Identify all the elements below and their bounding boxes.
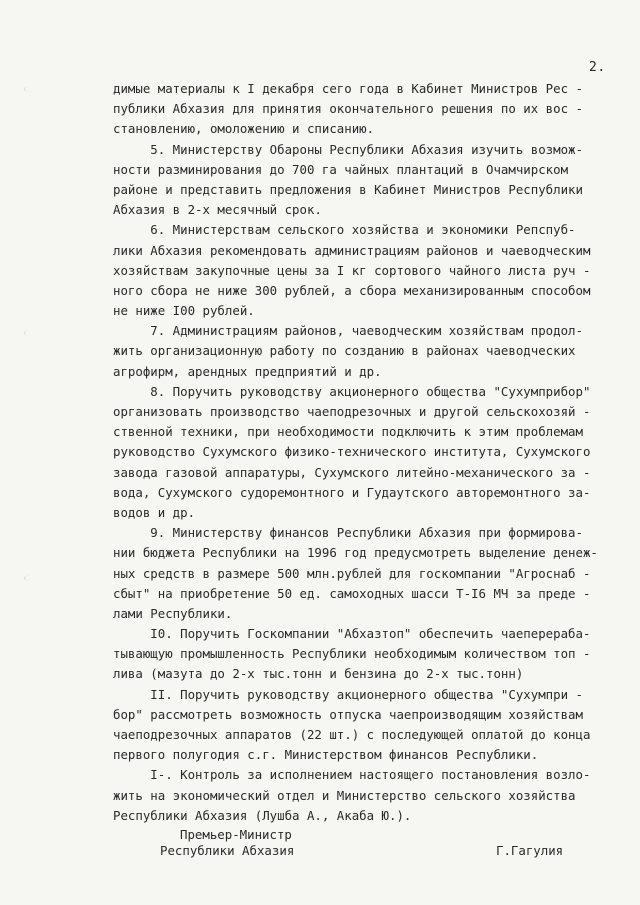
- page-number: 2.: [589, 60, 606, 75]
- text-line: становлению, омоложению и списанию.: [113, 121, 375, 137]
- text-line: первого полугодия с.г. Министерством финансов Республики.: [113, 747, 539, 763]
- signatory-title: [160, 827, 294, 859]
- text-line: I-. Контроль за исполнением настоящего постановления возло-: [113, 767, 591, 783]
- signatory-republic: Республики Абхазия: [160, 843, 295, 858]
- text-line: вода, Сухумского судоремонтного и Гудаутского авторемонтного за-: [113, 484, 591, 500]
- text-line: публики Абхазия для принятия окончательного решения по их вос -: [113, 101, 583, 117]
- text-line: 6. Министерствам сельского хозяйства и экономики Репспуб-: [113, 222, 576, 238]
- text-line: ственной техники, при необходимости подключить к этим проблемам: [113, 424, 583, 440]
- text-line: ности разминирования до 700 га чайных плантаций в Очамчирском: [113, 161, 569, 177]
- text-line: 9. Министерству финансов Республики Абхазия при формирова-: [113, 525, 583, 541]
- signatory-position: Премьер-Министр: [180, 827, 292, 842]
- text-line: лива (мазута до 2-х тыс.тонн и бензина до 2-х тыс.тонн): [113, 666, 524, 682]
- text-line: бор" рассмотреть возможность отпуска чаепроизводящим хозяйствам: [113, 706, 583, 722]
- text-line: завода газовой аппаратуры, Сухумского литейно-механического за -: [113, 464, 591, 480]
- text-line: 5. Министерству Обароны Республики Абхазия изучить возмож-: [113, 141, 583, 157]
- text-line: лами Республики.: [113, 605, 233, 621]
- decree-body: [113, 79, 625, 826]
- text-line: агрофирм, арендных предприятий и др.: [113, 363, 382, 379]
- text-line: лики Абхазия рекомендовать администрациям районов и чаеводческим: [113, 242, 591, 258]
- punch-mark: [24, 86, 39, 92]
- text-line: водов и др.: [113, 504, 196, 520]
- text-line: нии бюджета Республики на 1996 год предусмотреть выделение денеж-: [113, 545, 598, 561]
- text-line: организовать производство чаеподрезочных и другой сельскохозяй -: [113, 404, 591, 419]
- punch-mark: [24, 575, 39, 581]
- text-line: Абхазия в 2-х месячный срок.: [113, 202, 322, 218]
- text-line: I0. Поручить Госкомпании "Абхазтоп" обеспечить чаеперераба-: [113, 626, 591, 642]
- text-line: не ниже I00 рублей.: [113, 303, 255, 319]
- text-line: сбыт" на приобретение 50 ед. самоходных шасси Т-I6 МЧ за преде -: [113, 585, 591, 601]
- text-line: чаеподрезочных аппаратов (22 шт.) с последующей оплатой до конца: [113, 727, 591, 742]
- text-line: хозяйствам закупочные цены за I кг сортового чайного листа руч -: [113, 262, 591, 278]
- text-line: димые материалы к I декабря сего года в Кабинет Министров Рес -: [113, 81, 583, 96]
- text-line: II. Поручить руководству акционерного общества "Сухумпри -: [113, 686, 583, 702]
- text-line: жить на экономический отдел и Министерство сельского хозяйства: [113, 787, 576, 803]
- text-line: ных средств в размере 500 млн.рублей для госкомпании "Агроснаб -: [113, 565, 591, 581]
- text-line: тывающую промышленность Республики необходимым количеством топ -: [113, 646, 591, 662]
- text-line: 8. Поручить руководству акционерного общества "Сухумприбор": [113, 383, 591, 399]
- text-line: 7. Администрациям районов, чаеводческим хозяйствам продол-: [113, 323, 583, 339]
- text-line: жить организационную работу по созданию в районах чаеводческих: [113, 343, 576, 359]
- text-line: ного сбора не ниже 300 рублей, а сбора механизированным способом: [113, 282, 591, 298]
- text-line: Республики Абхазия (Лушба А., Акаба Ю.).: [113, 807, 412, 823]
- text-line: районе и представить предложения в Кабинет Министров Республики: [113, 181, 583, 197]
- text-line: руководство Сухумского физико-технического института, Сухумского: [113, 444, 591, 460]
- punch-mark: [24, 330, 39, 336]
- signatory-name: Г.Гагулия: [496, 843, 564, 858]
